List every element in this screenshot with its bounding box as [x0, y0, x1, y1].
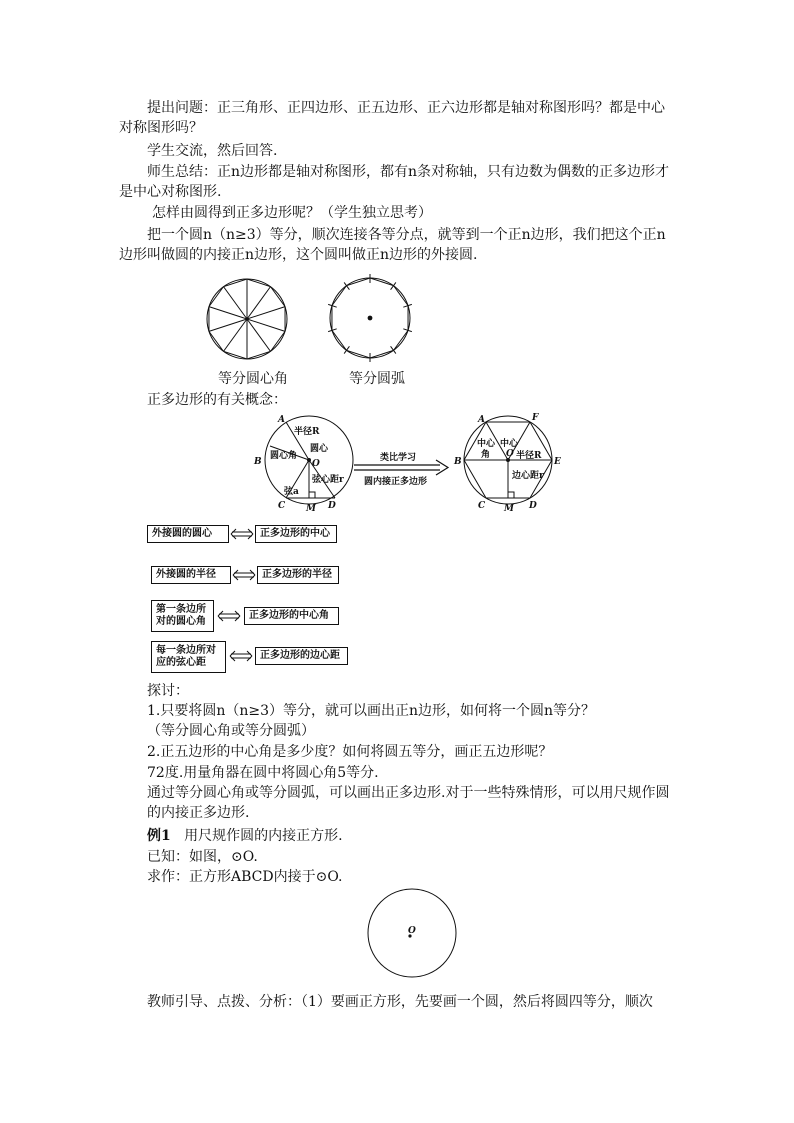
right-angle-mark [309, 492, 315, 498]
teacher-guidance: 教师引导、点拨、分析：（1）要画正方形，先要画一个圆，然后将圆四等分，顺次 [147, 994, 653, 1010]
label-A: A [278, 415, 285, 425]
example-center-label: O [408, 926, 416, 936]
label-B: B [254, 457, 262, 467]
central-angle-ray [223, 319, 247, 351]
label-M: M [306, 504, 316, 514]
student-exchange: 学生交流，然后回答. [147, 143, 278, 159]
label-D: D [328, 501, 336, 511]
map-right-2: 正多边形的半径 [257, 566, 339, 584]
label-apothem: 弦心距r [312, 475, 344, 485]
double-arrow-3 [216, 610, 242, 622]
example-given: 已知：如图，⊙O. [147, 849, 258, 865]
discussion-q1: 1.只要将圆n（n≥3）等分，就可以画出正n边形，如何将一个圆n等分？ [147, 703, 596, 719]
map-left-4: 每一条边所对应的弦心距 [151, 641, 226, 673]
caption-angles: 等分圆心角 [218, 371, 288, 387]
label-O: O [312, 459, 320, 469]
hex-label-C: C [478, 501, 486, 511]
concepts-heading: 正多边形的有关概念： [147, 392, 287, 408]
question-line-2: 对称图形吗？ [119, 120, 203, 136]
example-line [147, 826, 707, 846]
hex-label-A: A [478, 415, 485, 425]
hex-label-M: M [504, 504, 514, 514]
label-C: C [278, 501, 286, 511]
map-right-3: 正多边形的中心角 [244, 607, 339, 625]
example-circle-figure [362, 883, 462, 983]
question-line-1: 提出问题：正三角形、正四边形、正五边形、正六边形都是轴对称图形吗？都是中心 [147, 100, 665, 116]
discussion-q2: 2.正五边形的中心角是多少度？如何将圆五等分，画正五边形呢？ [147, 744, 553, 760]
central-angle-ray [247, 319, 285, 331]
central-angle-ray [223, 287, 247, 319]
map-right-4: 正多边形的边心距 [255, 647, 348, 665]
discussion-title: 探讨： [147, 683, 189, 699]
central-angle-ray [209, 307, 247, 319]
analogy-arrow-head [436, 460, 448, 475]
discussion-a2: 72度.用量角器在圆中将圆心角5等分. [147, 765, 379, 781]
hex-label-radius: 半径R [516, 451, 542, 461]
hex-label-F: F [532, 413, 539, 423]
center-point [307, 458, 311, 462]
definition-line-1: 把一个圆n（n≥3）等分，顺次连接各等分点，就等到一个正n边形，我们把这个正n [147, 227, 666, 243]
hex-center-angle-right: 中心 [500, 439, 519, 449]
hex-label-D: D [529, 501, 537, 511]
central-angle-ray [247, 319, 271, 351]
definition-line-2: 边形叫做圆的内接正n边形，这个圆叫做正n边形的外接圆. [119, 247, 478, 263]
label-center: 圆心 [310, 444, 329, 454]
label-radius: 半径R [294, 427, 320, 437]
hex-angle-char: 角 [481, 450, 491, 460]
map-left-3: 第一条边所对的圆心角 [151, 600, 214, 632]
caption-arcs: 等分圆弧 [349, 371, 405, 387]
arrow-label-top: 类比学习 [380, 453, 417, 463]
map-right-1: 正多边形的中心 [255, 525, 337, 543]
example-find: 求作：正方形ABCD内接于⊙O. [147, 869, 343, 885]
summary-line-1: 师生总结：正n边形都是轴对称图形，都有n条对称轴，只有边数为偶数的正多边形才 [147, 164, 670, 180]
central-angle-ray [209, 319, 247, 331]
divided-angles-figure [202, 274, 292, 364]
hex-label-B: B [454, 457, 462, 467]
map-left-1: 外接圆的圆心 [147, 525, 229, 543]
double-arrow-2 [231, 569, 257, 581]
double-arrow-1 [229, 528, 255, 540]
example-label: 例1 [147, 828, 171, 844]
map-left-2: 外接圆的半径 [151, 566, 231, 584]
discussion-summary-1: 通过等分圆心角或等分圆弧，可以画出正多边形.对于一些特殊情形，可以用尺规作圆 [147, 785, 670, 801]
concept-diagram [248, 410, 568, 514]
example-title: 用尺规作圆的内接正方形. [184, 828, 343, 844]
central-angle-ray [247, 307, 285, 319]
hex-center-angle-left: 中心 [477, 439, 496, 449]
central-angle-ray [247, 287, 271, 319]
label-central-angle: 圆心角 [270, 451, 298, 461]
think-question: 怎样由圆得到正多边形呢？（学生独立思考） [152, 205, 432, 221]
discussion-a1: （等分圆心角或等分圆弧） [147, 723, 315, 739]
summary-line-2: 是中心对称图形. [119, 184, 222, 200]
arrow-label-bottom: 圆内接正多边形 [364, 477, 428, 487]
hex-right-angle [508, 492, 514, 498]
hex-label-apothem: 边心距r [512, 471, 544, 481]
hex-label-E: E [554, 457, 561, 467]
label-chord: 弦a [284, 487, 299, 497]
discussion-summary-2: 的内接正多边形. [147, 805, 250, 821]
center-dot [368, 316, 373, 321]
hex-label-O: O [506, 449, 514, 459]
divided-arcs-figure [324, 272, 416, 364]
double-arrow-4 [228, 650, 254, 662]
